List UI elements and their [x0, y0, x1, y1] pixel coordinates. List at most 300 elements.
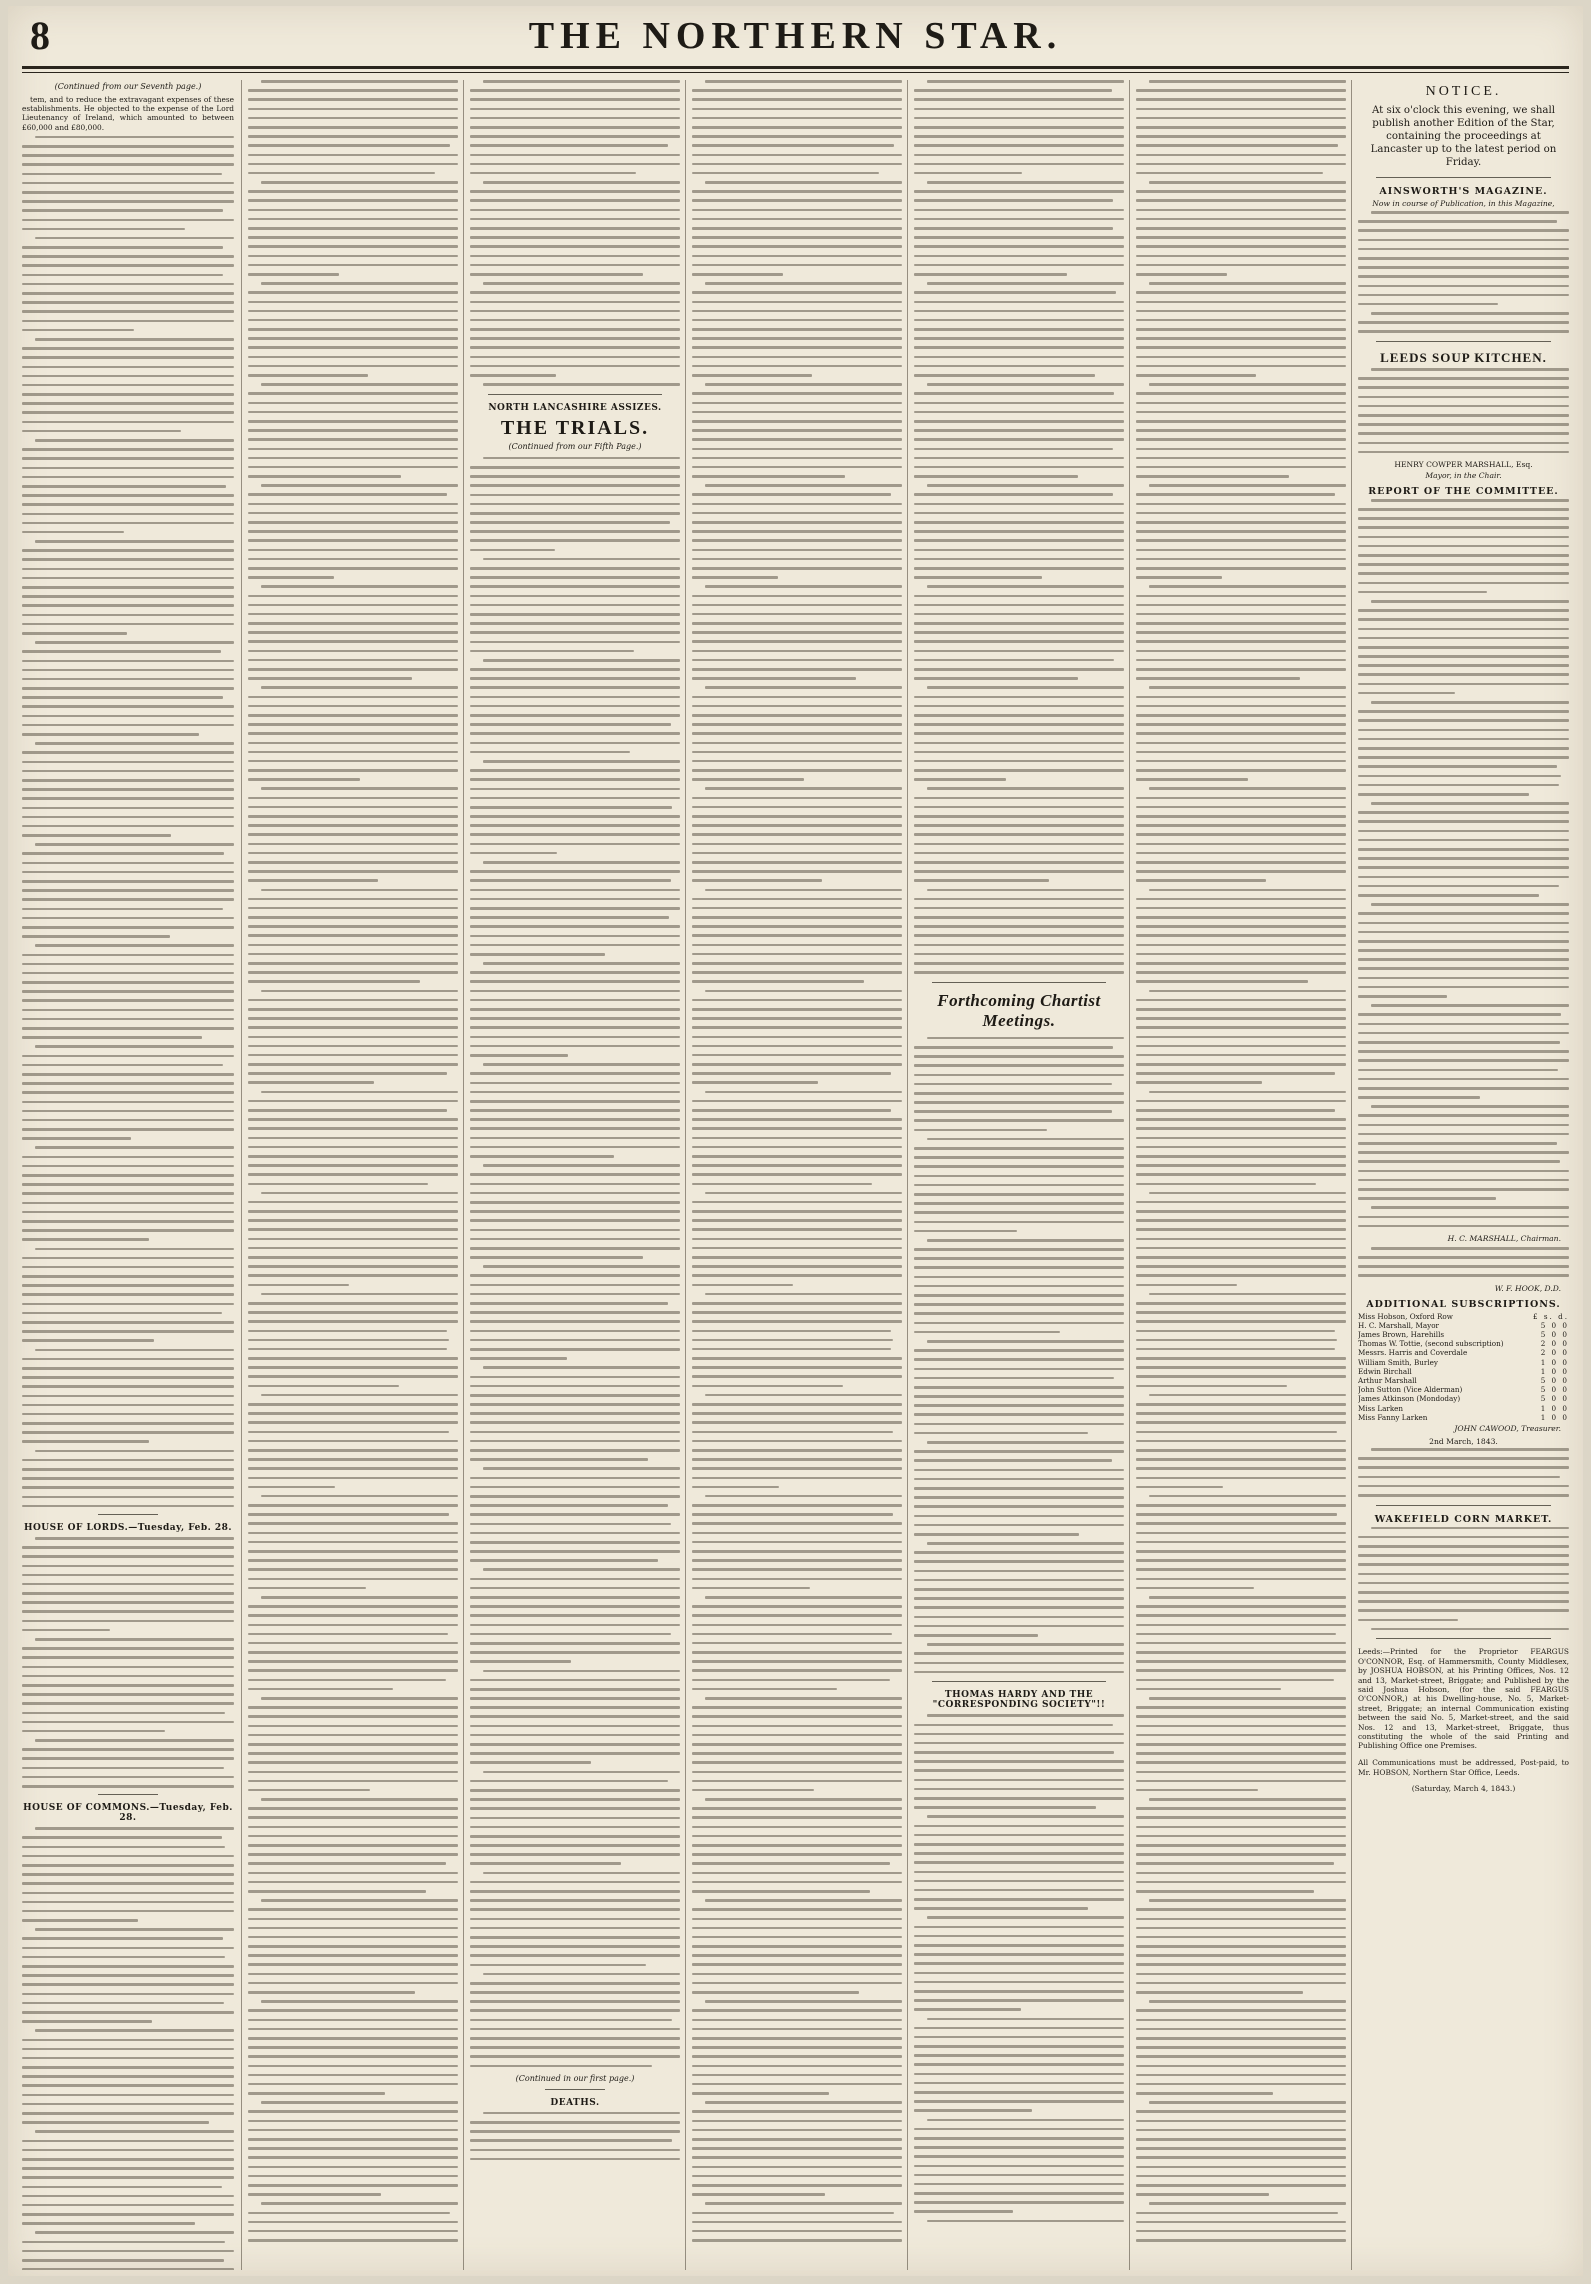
text-line — [914, 1625, 1124, 1628]
text-line — [914, 1662, 1124, 1665]
text-line — [914, 1092, 1124, 1095]
text-line — [1136, 1302, 1346, 1305]
text-line — [22, 2011, 234, 2014]
text-line — [248, 1605, 458, 1608]
text-line — [927, 1239, 1124, 1242]
text-line — [470, 641, 680, 644]
text-line — [22, 1666, 234, 1669]
text-line — [470, 1054, 568, 1057]
text-line — [248, 2083, 458, 2086]
text-line — [261, 383, 458, 386]
text-line — [22, 825, 234, 828]
text-line — [914, 1074, 1124, 1077]
text-line — [1149, 181, 1346, 184]
text-line — [470, 236, 680, 239]
text-line — [248, 2230, 458, 2233]
separator — [1376, 177, 1551, 178]
subscriber-name: James Brown, Harehills — [1358, 1330, 1445, 1340]
columns — [22, 80, 1569, 2270]
text-line — [470, 539, 680, 542]
text-line — [470, 916, 669, 919]
text-line — [692, 1063, 902, 1066]
text-line — [470, 1017, 680, 1020]
text-line — [692, 769, 902, 772]
assizes-heading: NORTH LANCASHIRE ASSIZES. — [488, 402, 662, 413]
text-line — [1136, 1633, 1336, 1636]
text-line — [1136, 475, 1289, 478]
text-line — [692, 1320, 902, 1323]
text-line — [1136, 815, 1346, 818]
hook-signature: W. F. HOOK, D.D. — [1494, 1283, 1561, 1293]
text-line — [22, 917, 234, 920]
text-line — [1136, 567, 1346, 570]
text-line — [692, 1816, 902, 1819]
text-line — [248, 1587, 366, 1590]
chairman-signature: H. C. MARSHALL, Chairman. — [1447, 1233, 1561, 1243]
text-line — [22, 1937, 223, 1940]
text-line — [1136, 273, 1227, 276]
text-line — [1149, 585, 1346, 588]
text-line — [914, 1579, 1124, 1582]
text-line — [1358, 1041, 1560, 1044]
column-2 — [248, 80, 458, 2270]
text-line — [1358, 940, 1569, 943]
text-line — [248, 117, 458, 120]
text-line — [692, 1982, 902, 1985]
text-line — [914, 2210, 1013, 2213]
text-line — [470, 264, 680, 267]
text-line — [470, 1578, 680, 1581]
text-line — [470, 126, 680, 129]
text-line — [914, 650, 1124, 653]
soup-kitchen-heading: LEEDS SOUP KITCHEN. — [1380, 350, 1547, 366]
text-line — [705, 787, 902, 790]
text-line — [1149, 1293, 1346, 1296]
text-line — [914, 1861, 1124, 1864]
subscription-amount: 1 0 0 — [1540, 1403, 1569, 1413]
text-line — [248, 2055, 458, 2058]
text-line — [1358, 1087, 1569, 1090]
text-line — [914, 328, 1124, 331]
text-line — [692, 714, 902, 717]
text-line — [1358, 1609, 1569, 1612]
text-line — [692, 503, 902, 506]
article-text: tem, and to reduce the extravagant expenses of these establishments. He objected to the expense of the Lord Lieutenancy of Ireland, which amounted to between £60,000 and £80,000. — [22, 95, 234, 132]
text-line — [22, 1137, 131, 1140]
text-line — [914, 530, 1124, 533]
text-line — [248, 1715, 458, 1718]
text-line — [914, 1404, 1124, 1407]
text-line — [22, 1257, 234, 1260]
text-line — [1136, 420, 1346, 423]
text-line — [1358, 747, 1569, 750]
text-line — [1149, 990, 1346, 993]
text-line — [470, 999, 680, 1002]
text-line — [248, 971, 458, 974]
text-line — [692, 650, 902, 653]
text-line — [692, 2028, 902, 2031]
text-line — [248, 163, 458, 166]
text-line — [692, 971, 902, 974]
text-line — [22, 1656, 234, 1659]
text-line — [470, 1982, 680, 1985]
text-line — [692, 2129, 902, 2132]
text-line — [692, 2193, 825, 2196]
text-line — [22, 2066, 234, 2069]
text-line — [692, 1274, 902, 1277]
text-line — [470, 2028, 680, 2031]
text-line — [22, 1073, 234, 1076]
text-line — [470, 925, 680, 928]
text-line — [248, 1109, 447, 1112]
text-line — [1358, 451, 1569, 454]
subscription-row — [1358, 1358, 1569, 1367]
text-line — [705, 1394, 902, 1397]
text-line — [22, 2241, 225, 2244]
text-line — [248, 1504, 458, 1507]
text-line — [692, 1605, 902, 1608]
text-line — [248, 944, 458, 947]
column-1 — [22, 80, 234, 2270]
text-line — [483, 1366, 680, 1369]
column-rule — [1351, 80, 1352, 2270]
text-line — [22, 604, 234, 607]
text-line — [914, 1742, 1124, 1745]
newspaper-title: THE NORTHERN STAR. — [528, 15, 1063, 57]
text-line — [927, 686, 1124, 689]
text-line — [1358, 1536, 1569, 1539]
text-line — [248, 2184, 458, 2187]
subscriptions-heading: ADDITIONAL SUBSCRIPTIONS. — [1366, 1298, 1561, 1310]
text-line — [914, 1156, 1124, 1159]
text-line — [914, 346, 1124, 349]
text-line — [22, 963, 234, 966]
text-line — [914, 1533, 1079, 1536]
text-line — [1136, 402, 1346, 405]
text-line — [1136, 1155, 1346, 1158]
text-line — [692, 613, 902, 616]
text-line — [914, 1110, 1112, 1113]
separator — [1376, 1505, 1551, 1506]
text-line — [483, 1771, 680, 1774]
text-line — [1136, 1486, 1223, 1489]
text-line — [692, 218, 902, 221]
text-line — [248, 1164, 458, 1167]
text-line — [1149, 484, 1346, 487]
subscriber-name: Arthur Marshall — [1358, 1376, 1417, 1386]
text-line — [1136, 604, 1346, 607]
text-line — [692, 934, 902, 937]
text-line — [914, 1165, 1124, 1168]
text-line — [22, 375, 234, 378]
text-line — [248, 2239, 458, 2242]
text-line — [914, 1597, 1124, 1600]
text-line — [22, 568, 234, 571]
text-line — [248, 558, 458, 561]
text-line — [22, 1601, 234, 1604]
text-line — [1136, 1853, 1346, 1856]
text-line — [470, 199, 680, 202]
text-line — [248, 218, 458, 221]
text-line — [692, 705, 902, 708]
text-line — [914, 1322, 1124, 1325]
text-line — [248, 1522, 458, 1525]
text-line — [22, 1440, 149, 1443]
text-line — [914, 411, 1124, 414]
text-line — [914, 953, 1124, 956]
text-line — [470, 824, 680, 827]
text-line — [1136, 2065, 1346, 2068]
text-line — [470, 1421, 680, 1424]
text-line — [248, 1624, 458, 1627]
text-line — [1136, 1385, 1287, 1388]
text-line — [927, 1340, 1124, 1343]
text-line — [22, 1055, 234, 1058]
text-line — [1136, 650, 1346, 653]
text-line — [1136, 1862, 1334, 1865]
text-line — [914, 2192, 1124, 2195]
text-line — [22, 1892, 234, 1895]
text-line — [927, 2119, 1124, 2122]
text-line — [22, 954, 234, 957]
text-line — [692, 264, 902, 267]
text-line — [22, 834, 171, 837]
text-line — [248, 1945, 458, 1948]
text-line — [22, 1385, 234, 1388]
text-line — [1149, 383, 1346, 386]
text-line — [692, 2009, 902, 2012]
text-line — [470, 1881, 680, 1884]
text-line — [470, 1964, 646, 1967]
text-line — [1136, 227, 1346, 230]
text-line — [248, 1173, 458, 1176]
text-line — [248, 1311, 458, 1314]
text-line — [692, 576, 778, 579]
text-line — [1358, 248, 1569, 251]
text-line — [692, 1403, 902, 1406]
subscription-amount: 5 0 0 — [1540, 1376, 1569, 1386]
text-line — [914, 1652, 1124, 1655]
text-line — [483, 659, 680, 662]
text-line — [1136, 2129, 1346, 2132]
text-line — [1136, 1137, 1346, 1140]
text-line — [914, 769, 1124, 772]
text-line — [248, 1081, 374, 1084]
text-line — [470, 1918, 680, 1921]
text-line — [692, 1081, 818, 1084]
text-line — [22, 1647, 234, 1650]
text-line — [22, 1459, 234, 1462]
text-line — [470, 98, 680, 101]
text-line — [248, 1431, 449, 1434]
text-line — [692, 1945, 902, 1948]
text-line — [914, 1184, 1124, 1187]
text-line — [22, 1266, 234, 1269]
text-line — [470, 622, 680, 625]
text-line — [692, 640, 902, 643]
text-line — [1136, 493, 1335, 496]
text-line — [692, 1706, 902, 1709]
text-line — [248, 337, 458, 340]
subscription-row — [1358, 1404, 1569, 1413]
text-line — [248, 1348, 447, 1351]
text-line — [914, 677, 1078, 680]
text-line — [914, 1871, 1124, 1874]
article-body-lines — [22, 1537, 234, 1788]
text-line — [22, 2084, 234, 2087]
text-line — [470, 567, 680, 570]
text-line — [692, 1872, 902, 1875]
text-line — [1136, 154, 1346, 157]
text-line — [1136, 870, 1346, 873]
text-line — [1358, 563, 1569, 566]
text-line — [914, 879, 1049, 882]
text-line — [470, 1835, 680, 1838]
text-line — [470, 1826, 680, 1829]
text-line — [470, 1688, 680, 1691]
text-line — [22, 1836, 222, 1839]
text-line — [914, 365, 1124, 368]
text-line — [914, 1459, 1112, 1462]
text-line — [1136, 760, 1346, 763]
text-line — [248, 1568, 458, 1571]
text-line — [914, 420, 1124, 423]
text-line — [914, 631, 1124, 634]
text-line — [927, 585, 1124, 588]
text-line — [1136, 962, 1346, 965]
text-line — [22, 990, 234, 993]
text-line — [692, 1238, 902, 1241]
text-line — [470, 1559, 658, 1562]
text-line — [470, 1100, 680, 1103]
text-line — [248, 2019, 458, 2022]
text-line — [914, 1349, 1124, 1352]
text-line — [914, 1788, 1124, 1791]
section-heading-lords: HOUSE OF LORDS.—Tuesday, Feb. 28. — [23, 1522, 233, 1533]
text-line — [22, 678, 234, 681]
text-line — [248, 1238, 458, 1241]
text-line — [1136, 245, 1346, 248]
text-line — [1136, 576, 1222, 579]
text-line — [22, 430, 181, 433]
text-line — [692, 199, 902, 202]
text-line — [470, 1587, 680, 1590]
text-line — [470, 1440, 680, 1443]
text-line — [692, 365, 902, 368]
text-line — [1136, 944, 1346, 947]
text-line — [1136, 2074, 1346, 2077]
text-line — [22, 715, 234, 718]
text-line — [248, 1669, 458, 1672]
text-line — [248, 1835, 458, 1838]
text-line — [914, 815, 1124, 818]
text-line — [1136, 1679, 1334, 1682]
text-line — [692, 1008, 902, 1011]
text-line — [1149, 2101, 1346, 2104]
text-line — [914, 613, 1124, 616]
text-line — [692, 1146, 902, 1149]
trials-subheading: (Continued from our Fifth Page.) — [508, 441, 642, 451]
text-line — [470, 1532, 680, 1535]
text-line — [914, 1944, 1124, 1947]
text-line — [914, 2183, 1124, 2186]
text-line — [470, 1256, 643, 1259]
text-line — [1136, 2110, 1346, 2113]
text-line — [470, 2009, 680, 2012]
text-line — [248, 1228, 458, 1231]
text-line — [1136, 2009, 1346, 2012]
text-line — [692, 392, 902, 395]
text-line — [1136, 705, 1346, 708]
text-line — [22, 1983, 234, 1986]
text-line — [1358, 793, 1529, 796]
text-line — [692, 420, 902, 423]
text-line — [22, 2075, 234, 2078]
text-line — [1358, 442, 1569, 445]
text-line — [1358, 1160, 1560, 1163]
text-line — [470, 2019, 672, 2022]
text-line — [1358, 432, 1569, 435]
article-body-lines — [914, 80, 1124, 974]
text-line — [705, 1293, 902, 1296]
text-line — [692, 2019, 902, 2022]
text-line — [261, 484, 458, 487]
text-line — [22, 1367, 234, 1370]
text-line — [1136, 1991, 1303, 1994]
text-line — [470, 788, 680, 791]
text-line — [248, 1072, 447, 1075]
text-line — [927, 889, 1124, 892]
text-line — [470, 135, 680, 138]
text-line — [914, 824, 1124, 827]
text-line — [470, 1633, 671, 1636]
text-line — [1136, 530, 1346, 533]
text-line — [927, 2018, 1124, 2021]
text-line — [470, 117, 680, 120]
text-line — [914, 1981, 1124, 1984]
text-line — [927, 383, 1124, 386]
text-line — [914, 971, 1124, 974]
text-line — [692, 190, 902, 193]
text-line — [692, 2046, 902, 2049]
text-line — [483, 383, 680, 386]
text-line — [1136, 264, 1346, 267]
text-line — [914, 595, 1124, 598]
text-line — [248, 319, 458, 322]
text-line — [261, 686, 458, 689]
text-line — [1136, 346, 1346, 349]
text-line — [1136, 696, 1346, 699]
text-line — [22, 1202, 234, 1205]
text-line — [470, 1908, 680, 1911]
text-line — [1136, 1624, 1346, 1627]
text-line — [1136, 2221, 1346, 2224]
article-body-lines — [470, 2112, 680, 2161]
text-line — [35, 1045, 234, 1048]
text-line — [692, 1844, 902, 1847]
subscription-row — [1358, 1321, 1569, 1330]
text-line — [22, 669, 234, 672]
text-line — [692, 2221, 902, 2224]
text-line — [248, 925, 458, 928]
text-line — [470, 1927, 680, 1930]
text-line — [22, 1919, 138, 1922]
text-line — [1358, 710, 1569, 713]
text-line — [1358, 526, 1569, 529]
text-line — [35, 843, 234, 846]
text-line — [22, 1864, 234, 1867]
text-line — [22, 1546, 234, 1549]
